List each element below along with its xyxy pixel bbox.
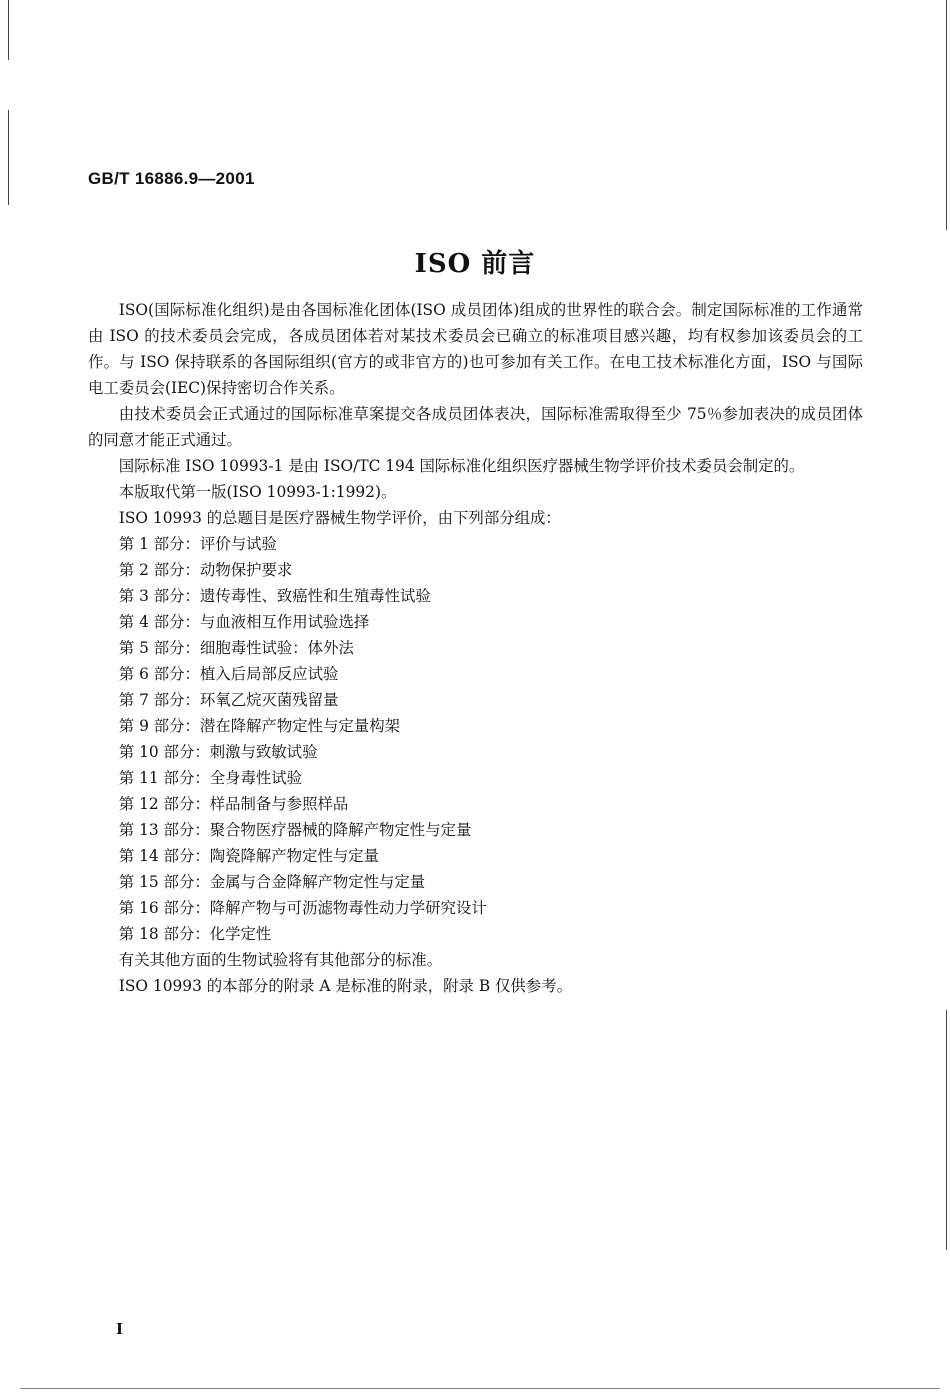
list-item: 第 15 部分：金属与合金降解产物定性与定量 (118, 873, 426, 891)
list-item: 第 12 部分：样品制备与参照样品 (118, 795, 349, 813)
list-item: 第 3 部分：遗传毒性、致癌性和生殖毒性试验 (118, 587, 431, 605)
list-item: 第 10 部分：刺激与致敏试验 (118, 743, 318, 761)
list-item: 第 11 部分：全身毒性试验 (118, 769, 303, 787)
list-item: 第 16 部分：降解产物与可沥滤物毒性动力学研究设计 (118, 899, 487, 917)
list-item: 第 7 部分：环氧乙烷灭菌残留量 (118, 691, 339, 709)
parts-list (88, 531, 863, 947)
list-item: 第 6 部分：植入后局部反应试验 (118, 665, 339, 683)
scan-edge-right-lower (946, 1010, 947, 1250)
page-title: ISO 前言 (414, 249, 536, 279)
paragraph-origin: 国际标准 ISO 10993-1 是由 ISO/TC 194 国际标准化组织医疗器械生物学评价技术委员会制定的。 (118, 457, 805, 475)
list-item: 第 18 部分：化学定性 (118, 925, 272, 943)
paragraph-voting: 由技术委员会正式通过的国际标准草案提交各成员团体表决，国际标准需取得至少 75％参加表决的成员团体的同意才能正式通过。 (88, 405, 863, 449)
list-item: 第 14 部分：陶瓷降解产物定性与定量 (118, 847, 380, 865)
scan-edge-bottom (20, 1388, 940, 1389)
line-supersedes: 本版取代第一版(ISO 10993-1:1992)。 (118, 483, 397, 501)
line-annex-note: ISO 10993 的本部分的附录 A 是标准的附录，附录 B 仅供参考。 (118, 977, 572, 995)
list-item: 第 13 部分：聚合物医疗器械的降解产物定性与定量 (118, 821, 472, 839)
line-other-tests: 有关其他方面的生物试验将有其他部分的标准。 (118, 951, 443, 969)
preface-body (88, 297, 863, 999)
paragraph-iso-intro: ISO(国际标准化组织)是由各国标准化团体(ISO 成员团体)组成的世界性的联合会。制定国际标准的工作通常由 ISO 的技术委员会完成，各成员团体若对某技术委员会已确立的标准项目感兴趣，均有权参加该委员会的工作。与 ISO 保持联系的各国际组织(官方的或非官方的)也可参加有关工作。在电工技术标准化方面，ISO 与国际电工委员会(IEC)保持密切合作关系。 (88, 301, 863, 397)
list-item: 第 9 部分：潜在降解产物定性与定量构架 (118, 717, 401, 735)
scan-edge-left (8, 0, 9, 60)
line-series-title: ISO 10993 的总题目是医疗器械生物学评价，由下列部分组成： (118, 509, 561, 527)
scan-edge-left-mid (8, 110, 9, 205)
list-item: 第 1 部分：评价与试验 (118, 535, 277, 553)
scan-edge-right (946, 0, 947, 230)
page-number: I (116, 1320, 124, 1338)
list-item: 第 2 部分：动物保护要求 (118, 561, 293, 579)
list-item: 第 5 部分：细胞毒性试验：体外法 (118, 639, 354, 657)
standard-number: GB/T 16886.9—2001 (88, 169, 255, 188)
list-item: 第 4 部分：与血液相互作用试验选择 (118, 613, 370, 631)
